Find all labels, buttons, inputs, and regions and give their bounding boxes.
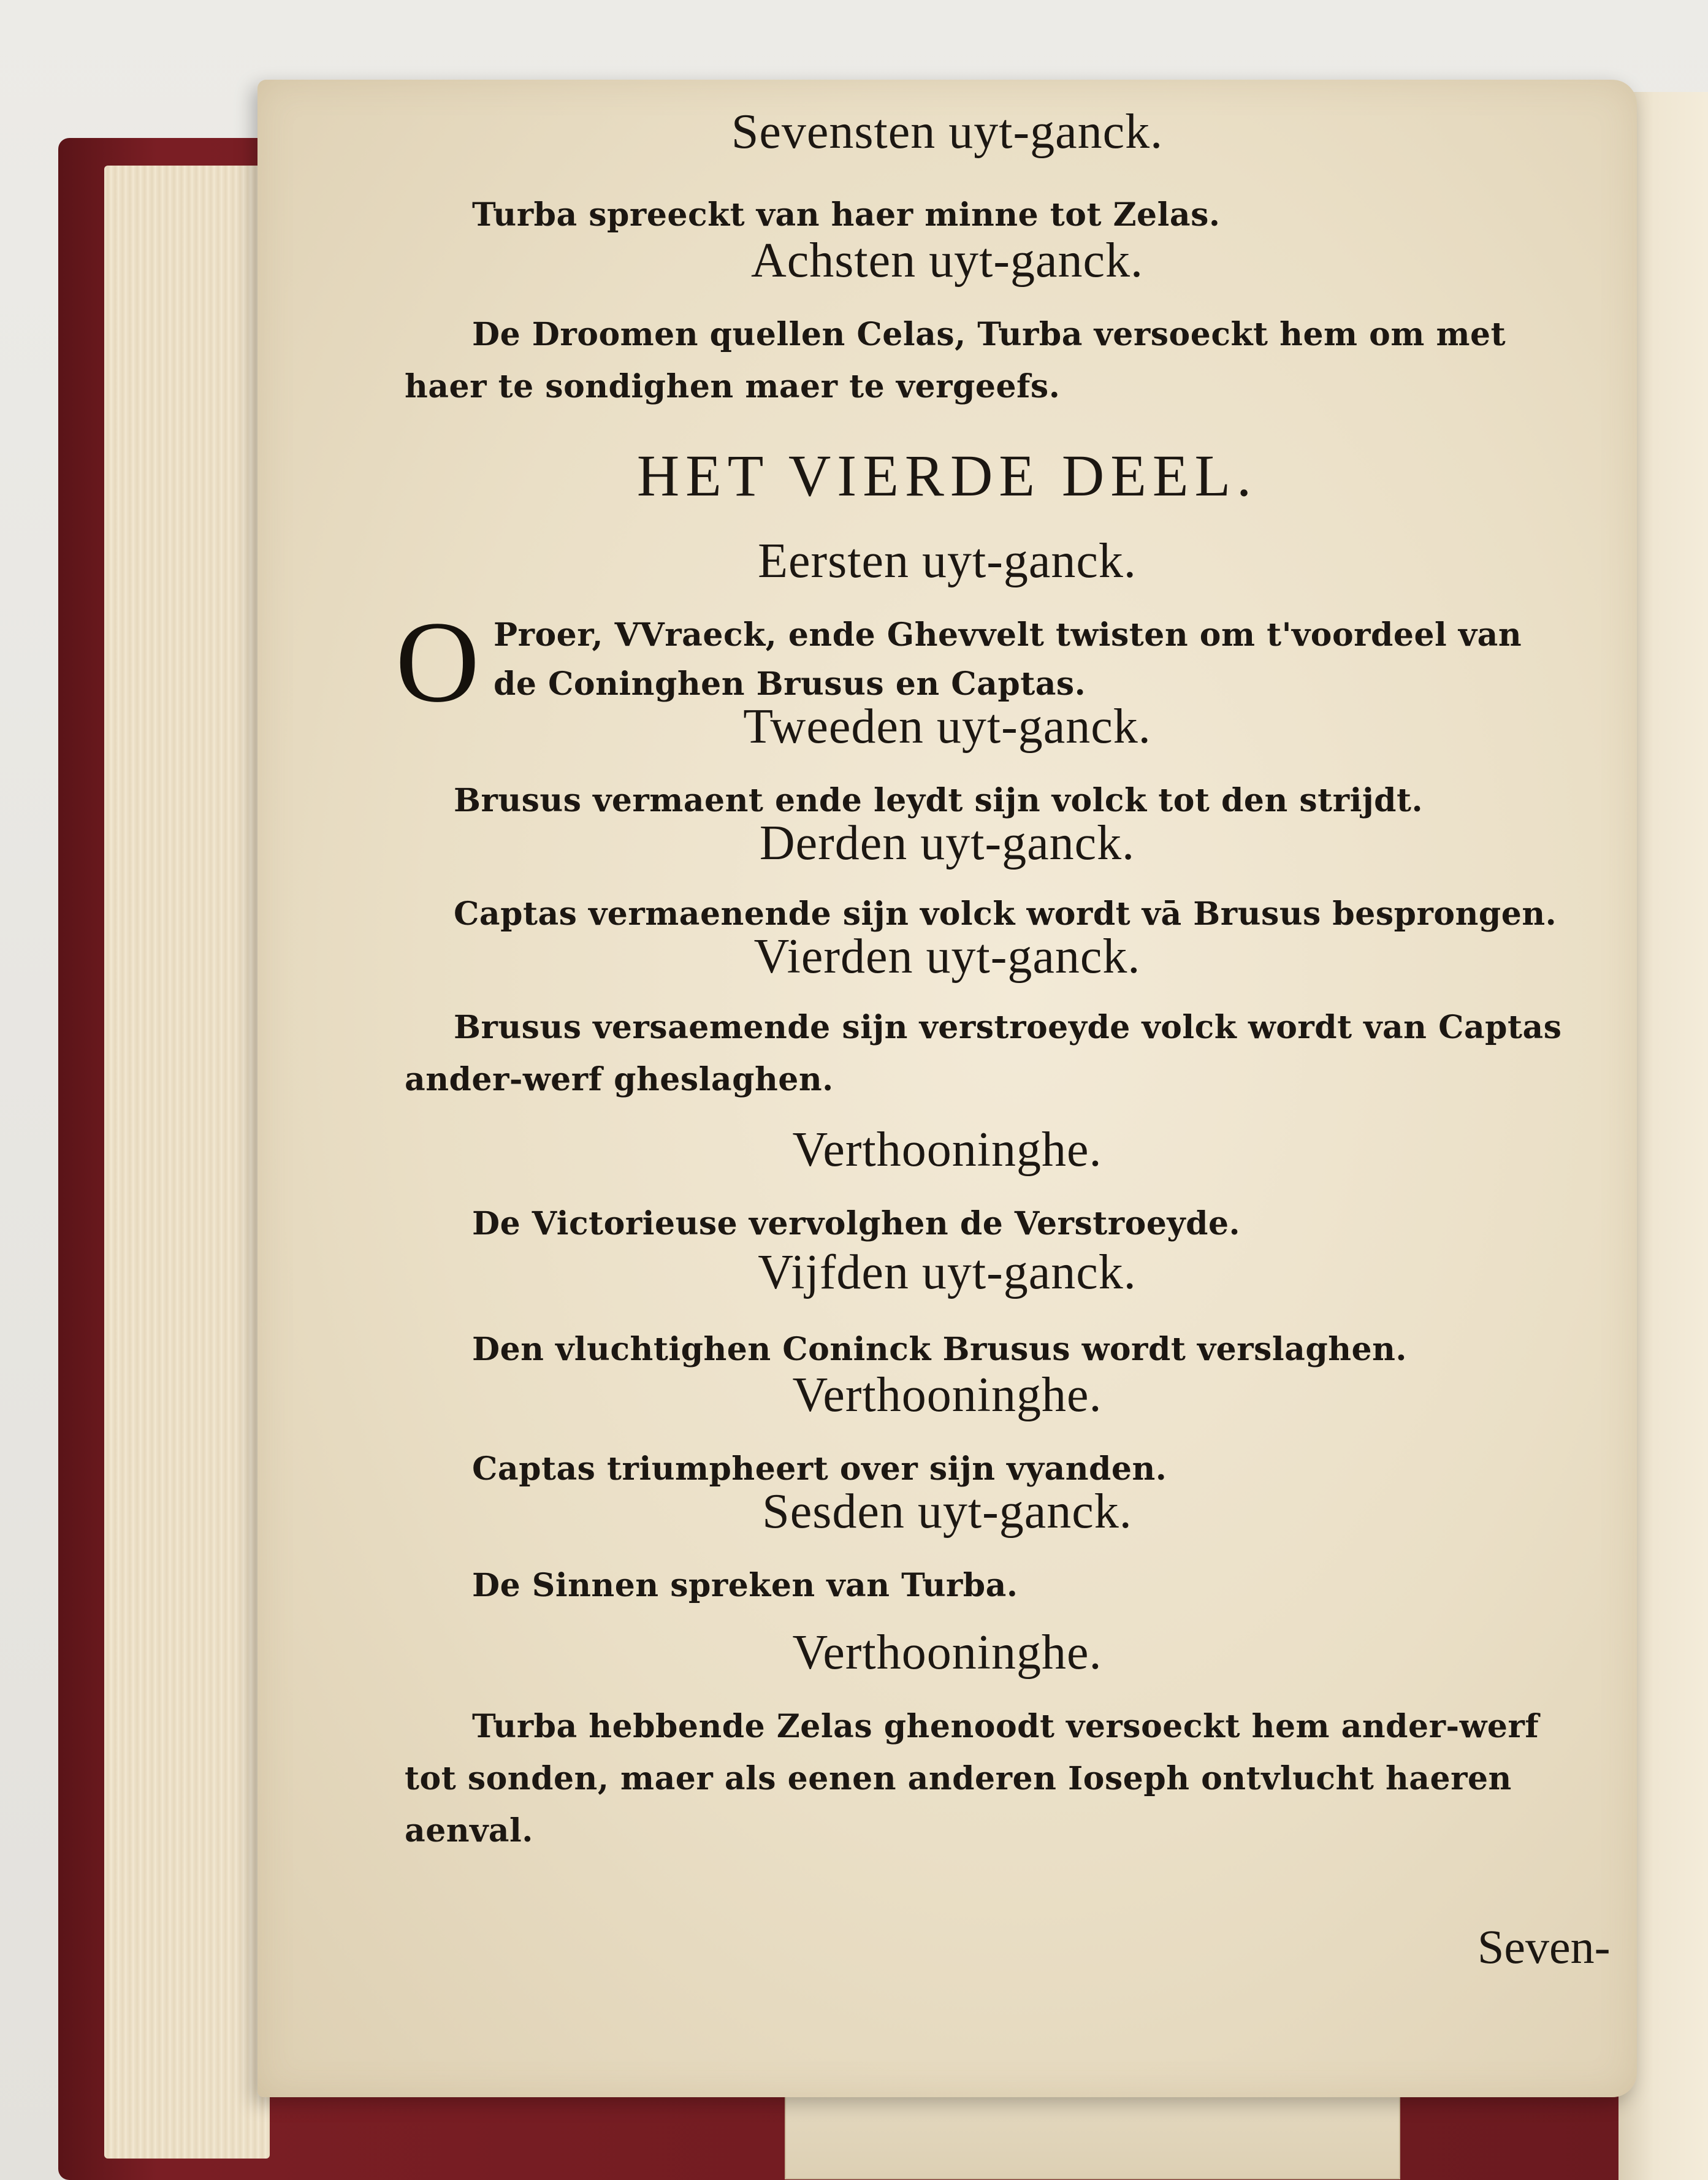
- heading-achsten: Achsten uyt-ganck.: [750, 234, 1144, 288]
- text-vierden-1: Brusus versaemende sijn verstroeyde volck wordt van Captas: [454, 1009, 1562, 1046]
- drop-cap: O: [395, 598, 480, 727]
- heading-tweeden: Tweeden uyt-ganck.: [743, 700, 1151, 754]
- text-vierden-2: ander-werf gheslaghen.: [405, 1061, 834, 1098]
- text-eersten-2: de Coninghen Brusus en Captas.: [494, 665, 1086, 703]
- text-turba-spreeckt: Turba spreeckt van haer minne tot Zelas.: [472, 196, 1221, 234]
- text-tweeden-1: Brusus vermaent ende leydt sijn volck tot den strijdt.: [454, 782, 1424, 819]
- text-verth3-1: Turba hebbende Zelas ghenoodt versoeckt hem ander-werf: [472, 1708, 1539, 1745]
- text-droomen-1: De Droomen quellen Celas, Turba versoeckt hem om met: [472, 316, 1506, 353]
- heading-sesden: Sesden uyt-ganck.: [762, 1485, 1132, 1539]
- text-verth2-1: Captas triumpheert over sijn vyanden.: [472, 1450, 1167, 1488]
- heading-eersten: Eersten uyt-ganck.: [758, 534, 1137, 588]
- part-title: HET VIERDE DEEL.: [636, 443, 1258, 508]
- text-verth3-2: tot sonden, maer als eenen anderen Ioseph ontvlucht haeren: [405, 1760, 1512, 1797]
- heading-verthooninghe-2: Verthooninghe.: [792, 1368, 1102, 1422]
- heading-sevensten: Sevensten uyt-ganck.: [731, 105, 1164, 159]
- text-derden-1: Captas vermaenende sijn volck wordt vā Brusus besprongen.: [454, 895, 1557, 933]
- text-vijfden-1: Den vluchtighen Coninck Brusus wordt verslaghen.: [472, 1331, 1408, 1368]
- text-verth3-3: aenval.: [405, 1812, 533, 1849]
- heading-verthooninghe-3: Verthooninghe.: [792, 1626, 1102, 1680]
- heading-vijfden: Vijfden uyt-ganck.: [758, 1245, 1137, 1299]
- heading-verthooninghe-1: Verthooninghe.: [792, 1123, 1102, 1177]
- text-eersten-1: Proer, VVraeck, ende Ghevvelt twisten om t'voordeel van: [494, 616, 1522, 654]
- book-page: [257, 80, 1637, 2097]
- text-sesden-1: De Sinnen spreken van Turba.: [472, 1567, 1018, 1604]
- heading-derden: Derden uyt-ganck.: [759, 816, 1135, 870]
- page-edges: [104, 166, 270, 2159]
- heading-vierden: Vierden uyt-ganck.: [753, 930, 1141, 984]
- text-verth1-1: De Victorieuse vervolghen de Verstroeyde.: [472, 1205, 1241, 1242]
- text-droomen-2: haer te sondighen maer te vergeefs.: [405, 368, 1061, 405]
- catchword: Seven-: [1477, 1920, 1611, 1973]
- page-text: [257, 80, 1637, 2097]
